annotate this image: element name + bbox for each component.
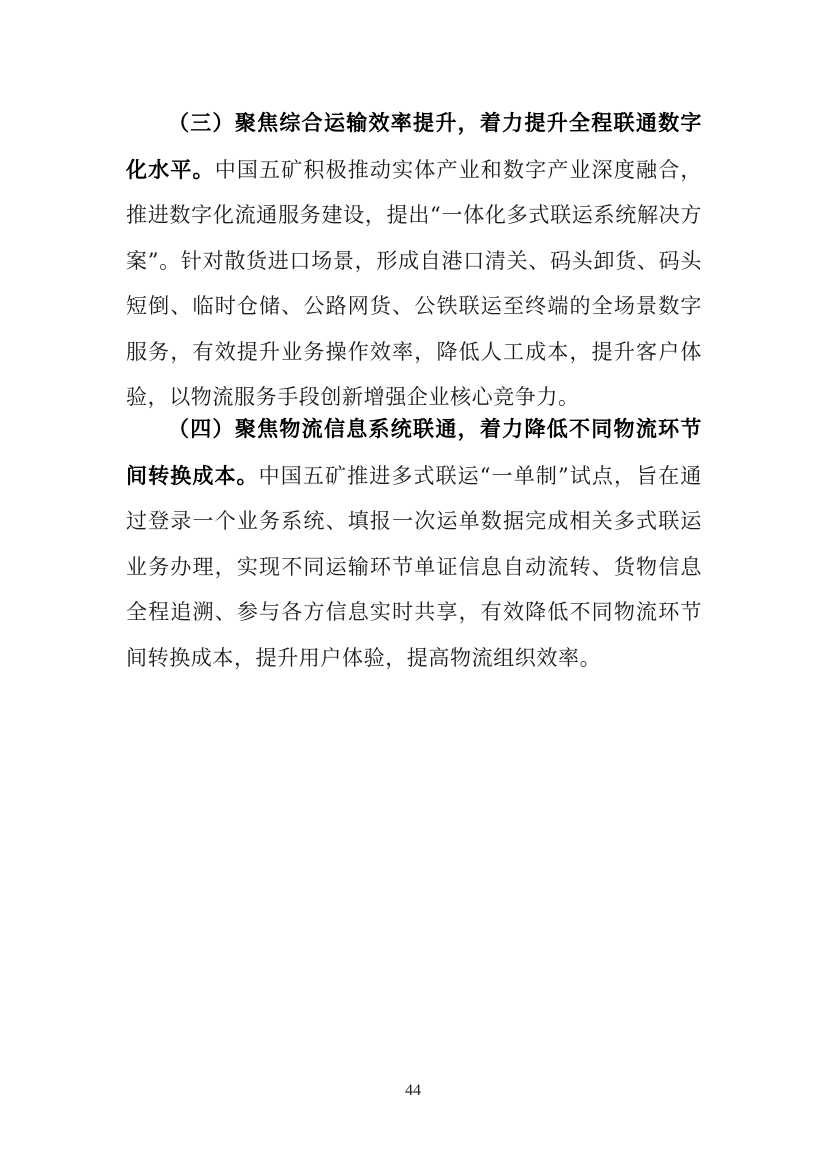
page-number: 44 (405, 1082, 421, 1099)
paragraph-section-4 (126, 406, 702, 681)
section-heading-3: （三）聚焦综合运输效率提升，着力提升全程联通数字化水平。 (126, 110, 702, 182)
section-body-3: 中国五矿积极推动实体产业和数字产业深度融合，推进数字化流通服务建设，提出“一体化多式联运系统解决方案”。针对散货进口场景，形成自港口清关、码头卸货、码头短倒、临时仓储、公路网货、公铁联运至终端的全场景数字服务，有效提升业务操作效率，降低人工成本，提升客户体验，以物流服务手段创新增强企业核心竞争力。 (126, 157, 702, 409)
section-body-4: 中国五矿推进多式联运“一单制”试点，旨在通过登录一个业务系统、填报一次运单数据完成相关多式联运业务办理，实现不同运输环节单证信息自动流转、货物信息全程追溯、参与各方信息实时共享，有效降低不同物流环节间转换成本，提升用户体验，提高物流组织效率。 (126, 463, 702, 670)
paragraph-section-3 (126, 100, 702, 421)
section-heading-4: （四）聚焦物流信息系统联通，着力降低不同物流环节间转换成本。 (126, 416, 702, 488)
